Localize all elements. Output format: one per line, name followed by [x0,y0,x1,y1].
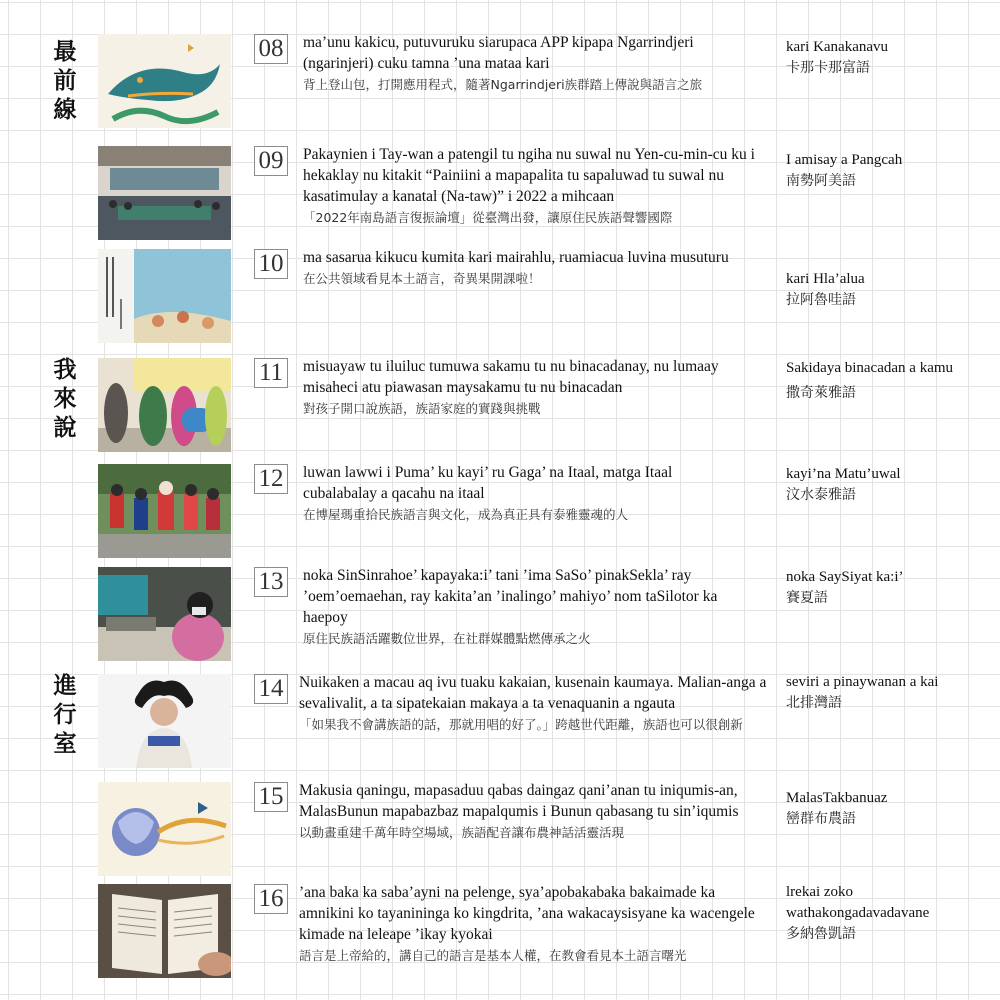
article-title-chinese: 背上登山包，打開應用程式，隨著Ngarrindjeri族群踏上傳說與語言之旅 [303,77,703,92]
article-title-chinese: 對孩子開口說族語，族語家庭的實踐與挑戰 [303,401,541,416]
textbook-cover-image[interactable] [98,249,231,343]
language-name-chinese: 賽夏語 [786,590,828,606]
language-name-chinese: 多納魯凱語 [786,926,856,942]
language-name: Sakidaya binacadan a kamu [786,360,954,376]
language-name-chinese: 卡那卡那富語 [786,60,870,76]
article-title-original: ma sasarua kikucu kumita kari mairahlu, ruamiacua luvina musuturu [303,249,729,266]
article-title-original: Makusia qaningu, mapasaduu qabas daingaz qani’anan tu iniqumis-an, MalasBunun mapabazbaz mapalqumis i Bunun qabasang tu sin’iqumis [299,782,739,820]
section-label-my-turn: 我 來 說 [53,357,77,441]
section-label-in-progress: 進 行 室 [53,673,77,757]
students-photo-image[interactable] [98,464,231,558]
article-title-chinese: 語言是上帝給的，講自己的語言是基本人權，在教會看見本土語言曙光 [299,948,687,963]
article-title-chinese: 原住民族語活躍數位世界，在社群媒體點燃傳承之火 [303,631,591,646]
language-name: noka SaySiyat ka:i’ [786,569,904,585]
language-name: kari Hla’alua [786,271,865,287]
article-title-chinese: 「如果我不會講族語的話，那就用唱的好了。」跨越世代距離，族語也可以很創新 [299,717,743,732]
issue-number: 12 [254,464,288,494]
article-title-original: misuayaw tu iluiluc tumuwa sakamu tu nu binacadanay, nu lumaay misaheci atu piawasan maysakamu tu nu binacadan [303,358,719,396]
language-name: kari Kanakanavu [786,39,889,55]
issue-number: 14 [254,674,288,704]
contest-photo-image[interactable] [98,358,231,452]
article-title-original: luwan lawwi i Puma’ ku kayi’ ru Gaga’ na Itaal, matga Itaal cubalabalay a qacahu na itaal [303,464,673,502]
language-name: lrekai zoko wathakongadavadavane [786,884,930,921]
article-title-original: Pakaynien i Tay-wan a patengil tu ngiha nu suwal nu Yen-cu-min-cu ku i hekaklay nu kitakit “Painiini a mapapalita tu sapaluwad tu suwal nu kasatimulay a kanatal (Na-taw)” i 2022 a mihcaan [303,146,755,205]
article-title-original: ma’unu kakicu, putuvuruku siarupaca APP kipapa Ngarrindjeri (ngarinjeri) cuku tamna ’una mataa kari [303,34,694,72]
singer-portrait-image[interactable] [98,674,231,768]
language-name-chinese: 拉阿魯哇語 [786,292,856,308]
language-name: MalasTakbanuaz [786,790,888,806]
language-name-chinese: 撒奇萊雅語 [786,385,856,401]
studio-photo-image[interactable] [98,567,231,661]
issue-number: 15 [254,782,288,812]
issue-number: 08 [254,34,288,64]
language-name-chinese: 汶水泰雅語 [786,487,856,503]
article-title-chinese: 「2022年南島語言復振論壇」從臺灣出發，讓原住民族語聲響國際 [303,210,673,225]
language-name: kayi’na Matu’uwal [786,466,901,482]
article-title-chinese: 在公共領域看見本土語言，奇異果開課啦！ [303,271,541,286]
language-name: I amisay a Pangcah [786,152,903,168]
whale-illustration-image[interactable] [98,34,231,128]
issue-number: 13 [254,567,288,597]
bible-photo-image[interactable] [98,884,231,978]
forum-photo-image[interactable] [98,146,231,240]
language-name-chinese: 北排灣語 [786,695,842,711]
article-title-original: Nuikaken a macau aq ivu tuaku kakaian, kusenain kaumaya. Malian-anga a sevalivalit, a ta sipatekaian makaya a ta venaquanin a ngauta [299,674,767,712]
article-title-chinese: 以動畫重建千萬年時空場域，族語配音讓布農神話活靈活現 [299,825,625,840]
issue-number: 16 [254,884,288,914]
issue-number: 10 [254,249,288,279]
language-name-chinese: 巒群布農語 [786,811,856,827]
issue-number: 11 [254,358,288,388]
language-name-chinese: 南勢阿美語 [786,173,856,189]
section-label-frontline: 最 前 線 [53,39,77,123]
animation-illustration-image[interactable] [98,782,231,876]
article-title-original: noka SinSinrahoe’ kapayaka:i’ tani ’ima SaSo’ pinakSekla’ ray ’oem’oemaehan, ray kakita’an ’inalingo’ mahiyo’ nom taSilotor ka haepoy [303,567,718,626]
article-title-chinese: 在博屋瑪重拾民族語言與文化，成為真正具有泰雅靈魂的人 [303,507,629,522]
language-name: seviri a pinaywanan a kai [786,674,939,690]
article-title-original: ’ana baka ka saba’ayni na pelenge, sya’apobakabaka bakaimade ka amnikini ko tayanininga ko kingdrita, ’ana wakacaysisyane ka wacengele kimade na leleape ’ikay kyokai [299,884,755,943]
issue-number: 09 [254,146,288,176]
